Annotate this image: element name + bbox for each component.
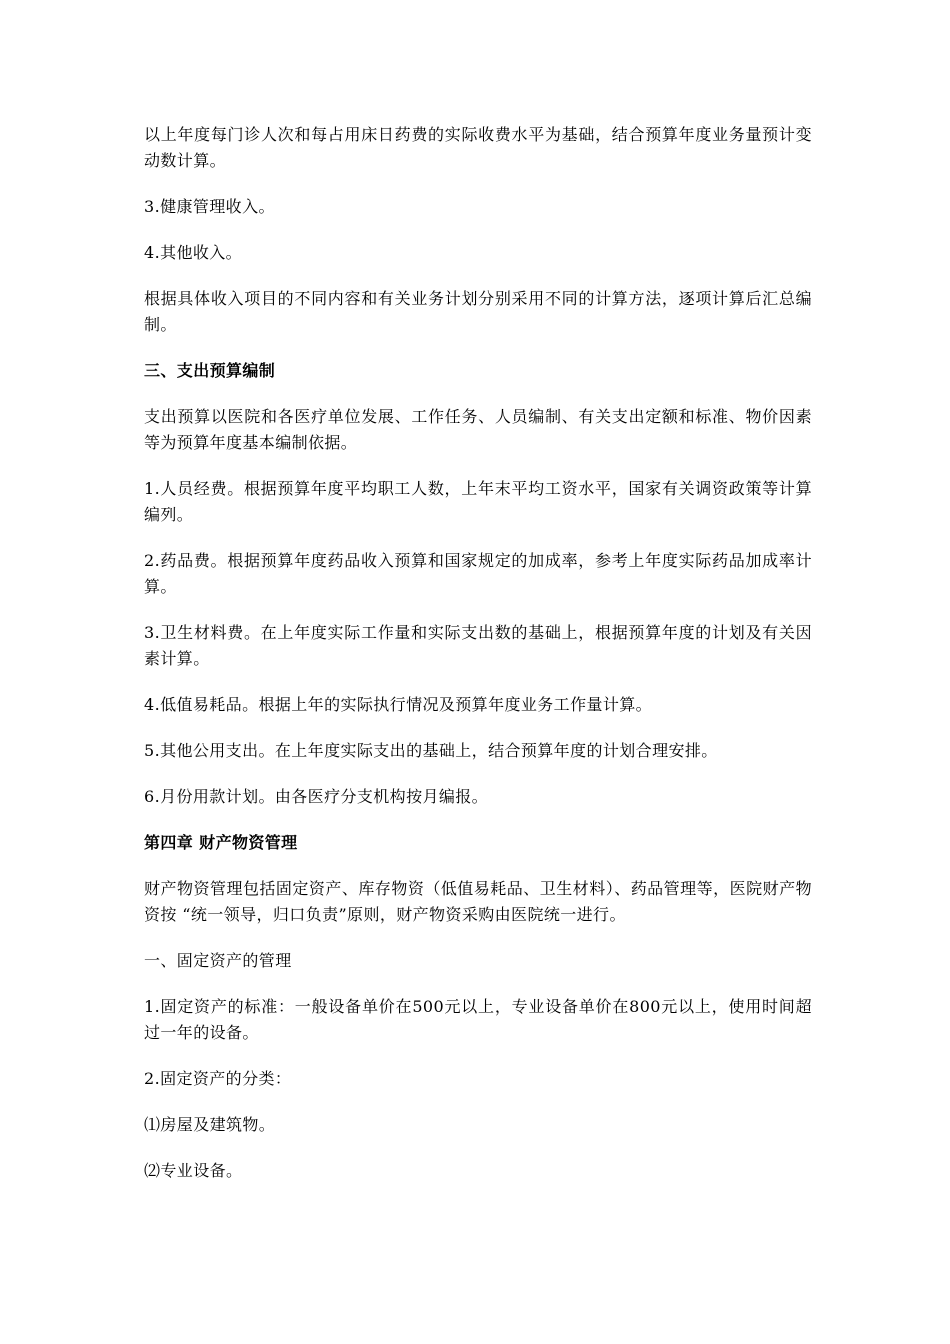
section-heading-expenditure-budget: 三、支出预算编制 bbox=[144, 361, 276, 380]
paragraph-health-management-income: 3.健康管理收入。 bbox=[144, 197, 275, 216]
paragraph-other-income: 4.其他收入。 bbox=[144, 243, 243, 262]
paragraph-monthly-funding-plan: 6.月份用款计划。由各医疗分支机构按月编报。 bbox=[144, 787, 489, 806]
paragraph-low-value-consumables: 4.低值易耗品。根据上年的实际执行情况及预算年度业务工作量计算。 bbox=[144, 695, 653, 714]
paragraph-expenditure-basis: 支出预算以医院和各医疗单位发展、工作任务、人员编制、有关支出定额和标准、物价因素等为预算年度基本编制依据。 bbox=[144, 407, 812, 452]
chapter-heading-property-management: 第四章 财产物资管理 bbox=[144, 833, 298, 852]
paragraph-fixed-assets-standard: 1.固定资产的标准：一般设备单价在500元以上，专业设备单价在800元以上，使用时间超过一年的设备。 bbox=[144, 997, 812, 1042]
paragraph-drug-revenue-basis: 以上年度每门诊人次和每占用床日药费的实际收费水平为基础，结合预算年度业务量预计变动数计算。 bbox=[144, 125, 812, 170]
paragraph-income-calculation-method: 根据具体收入项目的不同内容和有关业务计划分别采用不同的计算方法，逐项计算后汇总编制。 bbox=[144, 289, 812, 334]
paragraph-fixed-assets-heading: 一、固定资产的管理 bbox=[144, 951, 292, 970]
paragraph-other-public-expenses: 5.其他公用支出。在上年度实际支出的基础上，结合预算年度的计划合理安排。 bbox=[144, 741, 718, 760]
paragraph-fixed-assets-classification: 2.固定资产的分类： bbox=[144, 1069, 292, 1088]
paragraph-personnel-expenses: 1.人员经费。根据预算年度平均职工人数，上年末平均工资水平，国家有关调资政策等计算编列。 bbox=[144, 479, 812, 524]
paragraph-property-management-scope: 财产物资管理包括固定资产、库存物资（低值易耗品、卫生材料）、药品管理等，医院财产物资按 “统一领导，归口负责”原则，财产物资采购由医院统一进行。 bbox=[144, 879, 812, 924]
paragraph-drug-expenses: 2.药品费。根据预算年度药品收入预算和国家规定的加成率，参考上年度实际药品加成率计算。 bbox=[144, 551, 812, 596]
list-item-professional-equipment: ⑵专业设备。 bbox=[144, 1161, 243, 1180]
list-item-buildings: ⑴房屋及建筑物。 bbox=[144, 1115, 276, 1134]
paragraph-sanitary-materials: 3.卫生材料费。在上年度实际工作量和实际支出数的基础上，根据预算年度的计划及有关因素计算。 bbox=[144, 623, 812, 668]
document-body bbox=[144, 122, 812, 1204]
